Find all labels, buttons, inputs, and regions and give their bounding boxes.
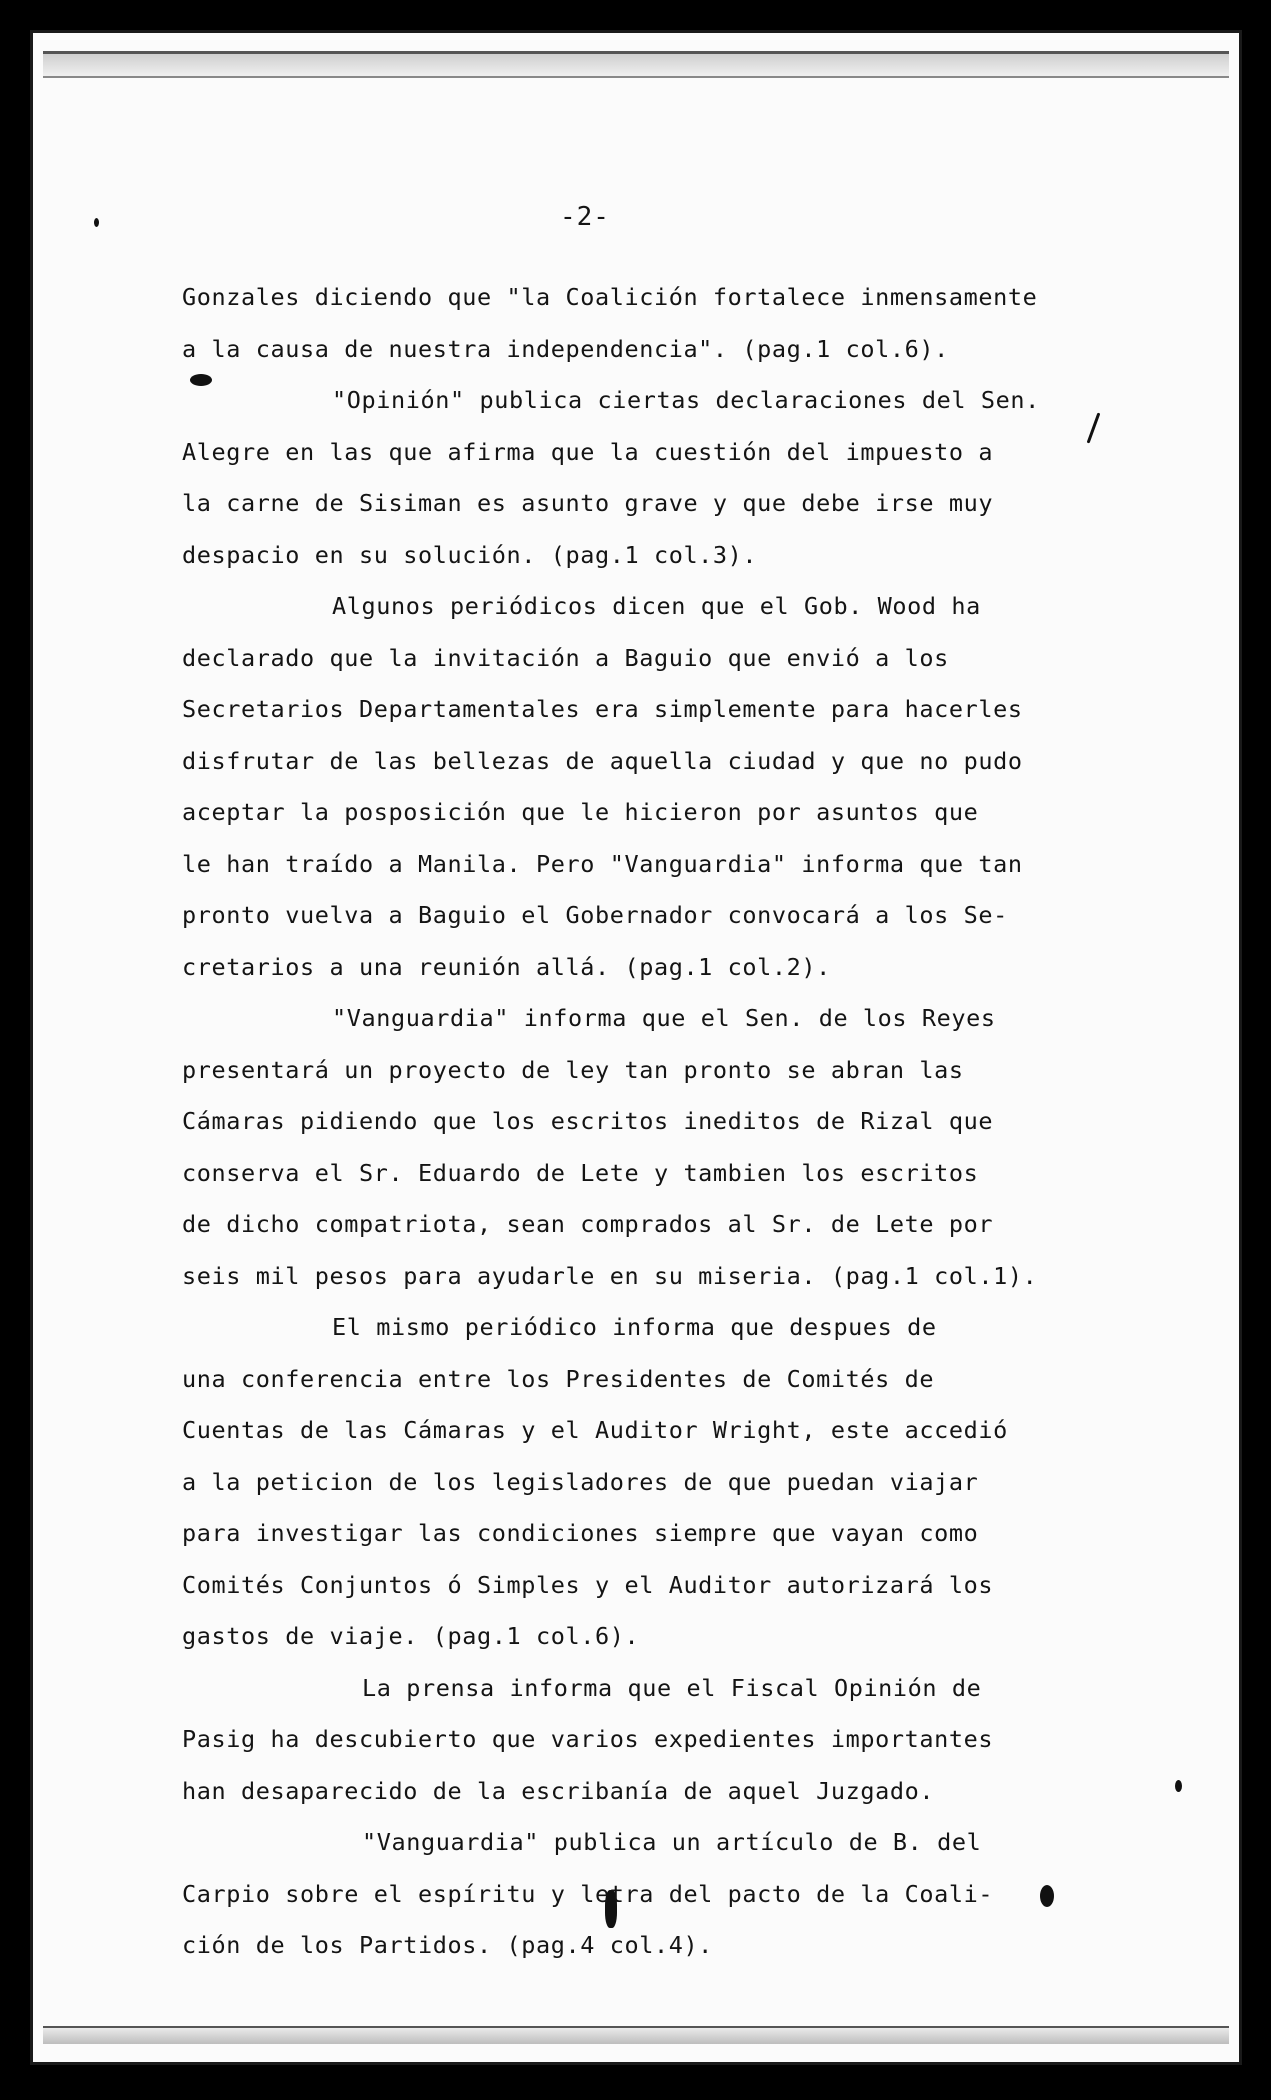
text-line: Alegre en las que afirma que la cuestión del impuesto a: [182, 437, 994, 466]
text-line: para investigar las condiciones siempre que vayan como: [182, 1519, 979, 1547]
text-line: Gonzales diciendo que "la Coalición fortalece inmensamente: [182, 283, 1038, 311]
text-line: conserva el Sr. Eduardo de Lete y tambien los escritos: [182, 1158, 979, 1187]
text-line: declarado que la invitación a Baguio que envió a los: [182, 643, 949, 672]
ink-smudge: [94, 218, 99, 227]
ink-smudge: [1175, 1780, 1182, 1792]
text-line: a la peticion de los legisladores de que puedan viajar: [182, 1467, 979, 1496]
text-line: han desaparecido de la escribanía de aquel Juzgado.: [182, 1776, 935, 1805]
text-line: Carpio sobre el espíritu y letra del pacto de la Coali-: [182, 1879, 994, 1908]
text-line: le han traído a Manila. Pero "Vanguardia" informa que tan: [182, 849, 1023, 878]
document-body: [182, 272, 1102, 1972]
text-line: presentará un proyecto de ley tan pronto se abran las: [182, 1055, 964, 1084]
paragraph-start-line: Algunos periódicos dicen que el Gob. Wood ha: [332, 592, 981, 620]
text-line: ción de los Partidos. (pag.4 col.4).: [182, 1931, 713, 1959]
text-line: de dicho compatriota, sean comprados al Sr. de Lete por: [182, 1210, 994, 1238]
text-line: pronto vuelva a Baguio el Gobernador convocará a los Se-: [182, 901, 1008, 929]
paragraph-start-line: La prensa informa que el Fiscal Opinión de: [362, 1673, 982, 1702]
text-line: la carne de Sisiman es asunto grave y que debe irse muy: [182, 489, 994, 517]
text-line: Pasig ha descubierto que varios expedientes importantes: [182, 1725, 994, 1753]
text-line: disfrutar de las bellezas de aquella ciudad y que no pudo: [182, 746, 1023, 775]
text-line: gastos de viaje. (pag.1 col.6).: [182, 1622, 640, 1650]
text-line: a la causa de nuestra independencia". (pag.1 col.6).: [182, 334, 949, 363]
paragraph-start-line: "Opinión" publica ciertas declaraciones del Sen.: [332, 386, 1040, 414]
text-line: una conferencia entre los Presidentes de Comités de: [182, 1364, 935, 1393]
paragraph-start-line: "Vanguardia" informa que el Sen. de los Reyes: [332, 1004, 996, 1032]
text-line: Secretarios Departamentales era simplemente para hacerles: [182, 695, 1023, 723]
text-line: Cuentas de las Cámaras y el Auditor Wright, este accedió: [182, 1416, 1008, 1444]
bottom-torn-edge: [43, 2026, 1229, 2044]
paragraph-start-line: El mismo periódico informa que despues de: [332, 1313, 937, 1341]
text-line: cretarios a una reunión allá. (pag.1 col.2).: [182, 952, 831, 981]
text-line: seis mil pesos para ayudarle en su miseria. (pag.1 col.1).: [182, 1261, 1038, 1290]
page-number: -2-: [560, 202, 610, 232]
text-line: aceptar la posposición que le hicieron por asuntos que: [182, 798, 979, 826]
paragraph-start-line: "Vanguardia" publica un artículo de B. del: [362, 1828, 982, 1856]
top-binding-edge: [43, 51, 1229, 78]
text-line: Comités Conjuntos ó Simples y el Auditor autorizará los: [182, 1570, 994, 1599]
text-line: despacio en su solución. (pag.1 col.3).: [182, 540, 758, 569]
text-line: Cámaras pidiendo que los escritos ineditos de Rizal que: [182, 1107, 994, 1135]
